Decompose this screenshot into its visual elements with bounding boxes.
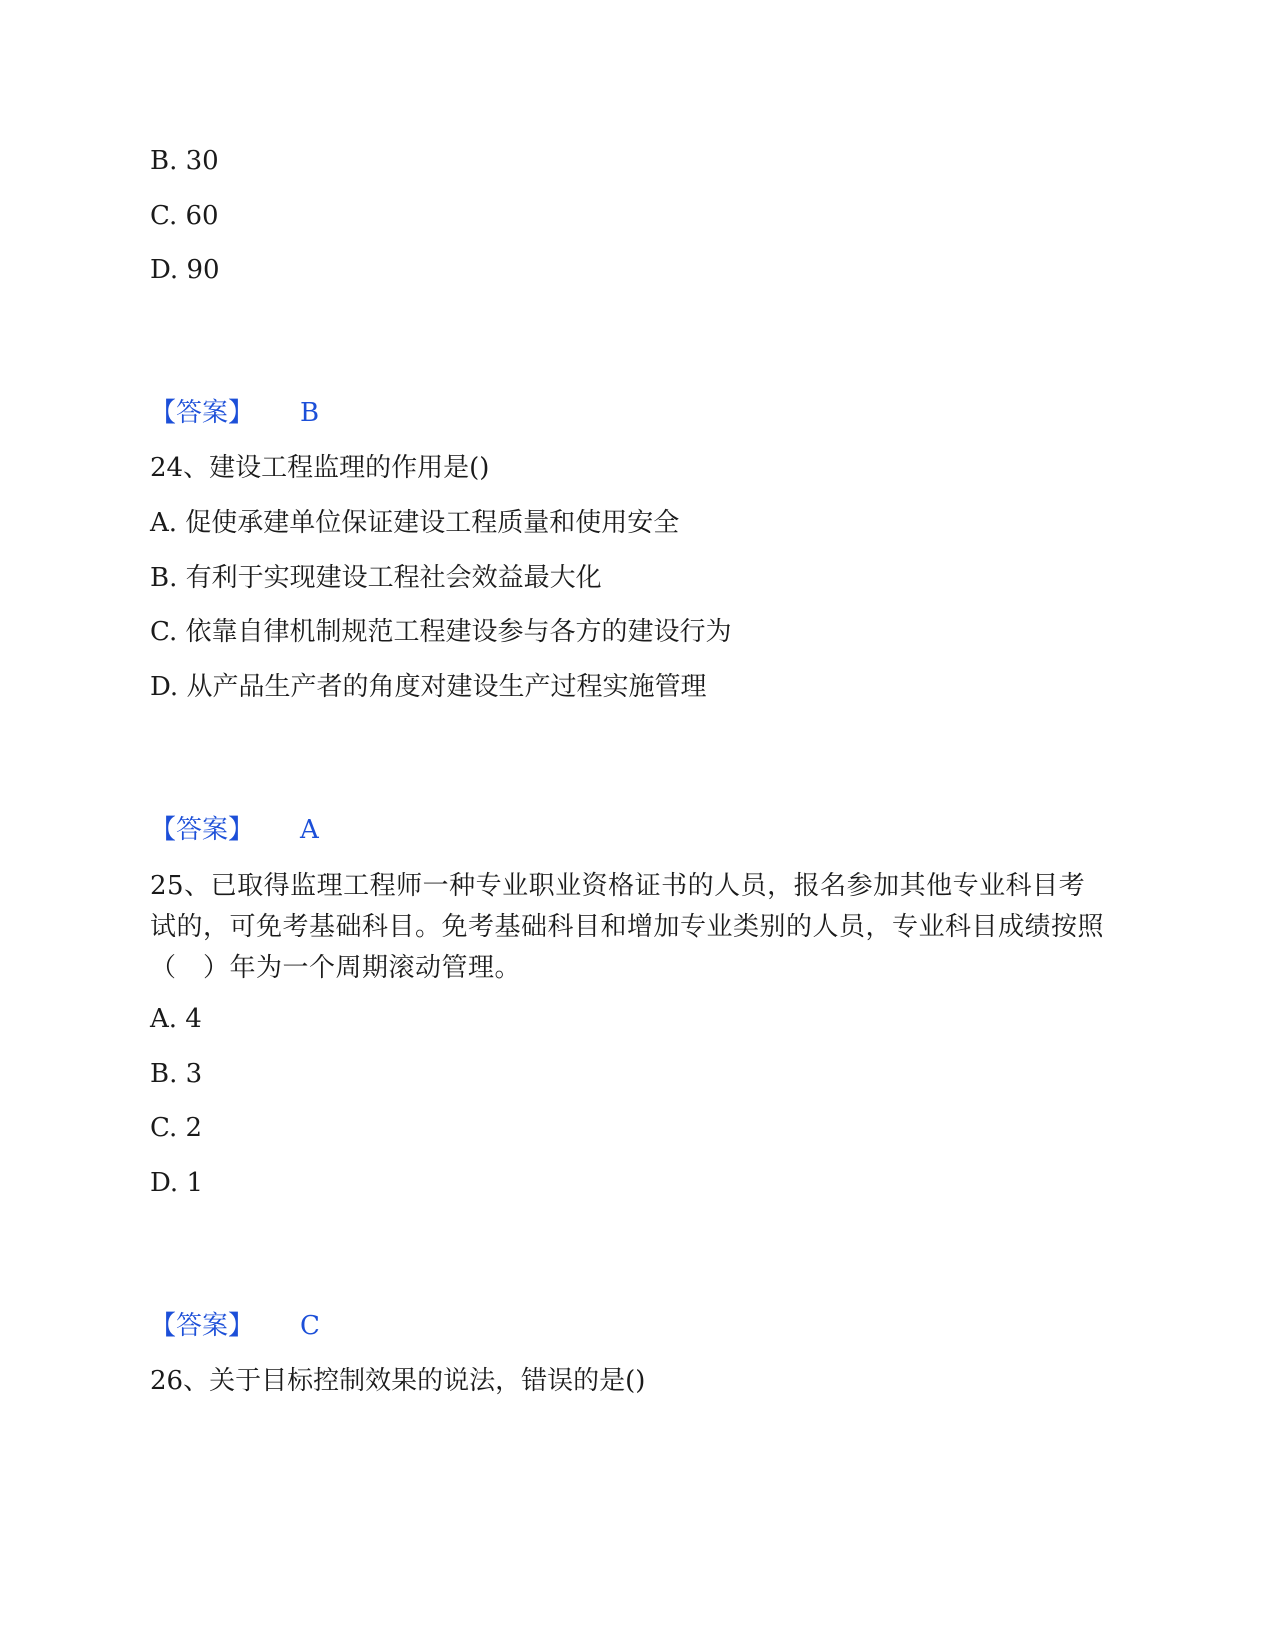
option-b: B. 30 — [150, 146, 219, 176]
option-d: D. 从产品生产者的角度对建设生产过程实施管理 — [150, 672, 707, 702]
answer-letter: B — [300, 398, 320, 428]
question-title: 25、已取得监理工程师一种专业职业资格证书的人员，报名参加其他专业科目考试的，可免考基础科目。免考基础科目和增加专业类别的人员，专业科目成绩按照（ ）年为一个周期滚动管理。 — [150, 871, 1105, 983]
question-title: 24、建设工程监理的作用是() — [150, 453, 490, 483]
option-c: C. 60 — [150, 201, 219, 231]
option-a: A. 促使承建单位保证建设工程质量和使用安全 — [150, 508, 680, 538]
option-c: C. 2 — [150, 1113, 203, 1143]
answer-block — [150, 398, 319, 428]
answer-label: 【答案】 — [150, 398, 255, 428]
answer-block — [150, 815, 319, 845]
option-d: D. 90 — [150, 255, 220, 285]
option-b: B. 有利于实现建设工程社会效益最大化 — [150, 563, 602, 593]
answer-letter: A — [300, 815, 319, 845]
answer-label: 【答案】 — [150, 1311, 255, 1341]
answer-letter: C — [300, 1311, 320, 1341]
option-c: C. 依靠自律机制规范工程建设参与各方的建设行为 — [150, 617, 732, 647]
option-d: D. 1 — [150, 1168, 203, 1198]
question-title: 26、关于目标控制效果的说法，错误的是() — [150, 1366, 646, 1396]
option-a: A. 4 — [150, 1004, 202, 1034]
answer-label: 【答案】 — [150, 815, 255, 845]
answer-block — [150, 1311, 320, 1341]
option-b: B. 3 — [150, 1059, 203, 1089]
